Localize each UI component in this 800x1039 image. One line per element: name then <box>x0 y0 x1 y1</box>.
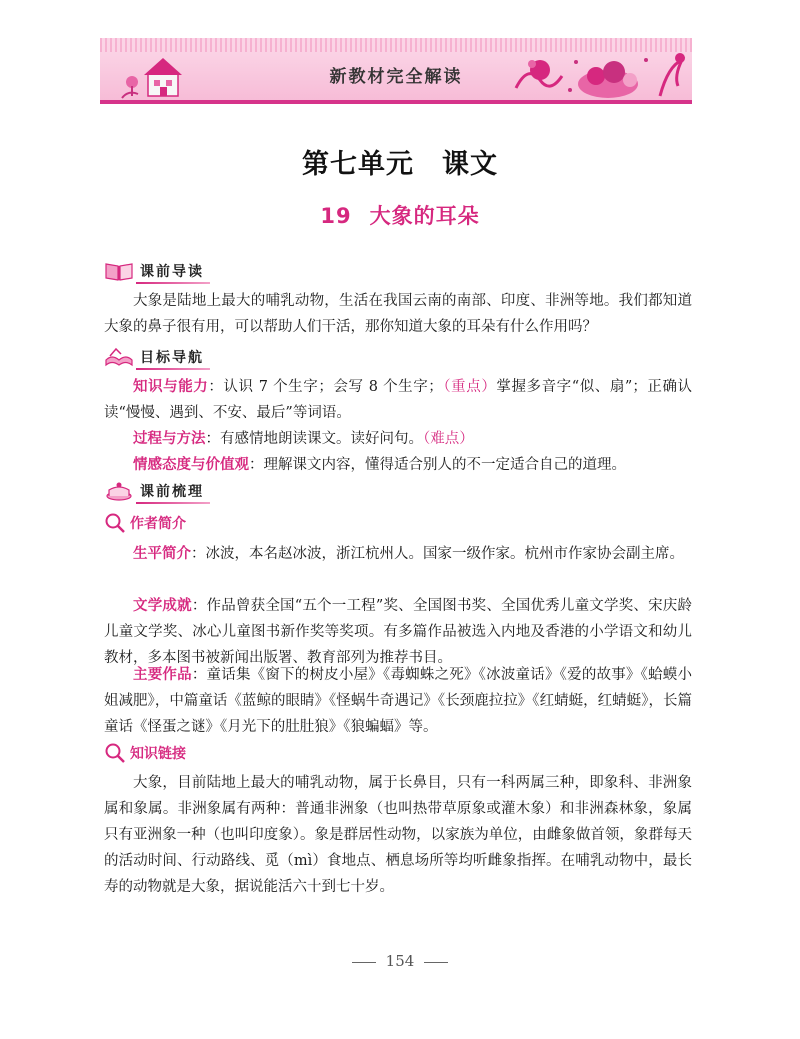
goal-emotion-label: 情感态度与价值观 <box>133 457 249 473</box>
page-number: 154 <box>385 952 415 970</box>
author-achievements-label: 文学成就 <box>133 598 192 614</box>
author-achievements <box>104 593 692 671</box>
goal-knowledge-text-2: 掌握多音字“似、扇”；正确认读“慢慢、遇到、不安、最后”等词语。 <box>104 379 693 421</box>
key-point-mark: （重点） <box>442 379 497 395</box>
header-banner <box>100 38 692 104</box>
author-works-text: ：童话集《窗下的树皮小屋》《毒蜘蛛之死》《冰波童话》《爱的故事》《蛤蟆小姐减肥》，中篇童话《蓝鲸的眼睛》《怪蜗牛奇遇记》《长颈鹿拉拉》《红蜻蜓，红蜻蜓》，长篇童话《怪蛋之谜》《月光下的肚肚狼》《狼蝙蝠》等。 <box>104 667 693 735</box>
cake-icon <box>104 480 134 502</box>
subheading-knowledge-link <box>104 742 186 764</box>
section-heading-label: 课前导读 <box>140 261 210 281</box>
flower-illustration-icon <box>510 46 690 100</box>
author-life-text: ：冰波，本名赵冰波，浙江杭州人。国家一级作家。杭州市作家协会副主席。 <box>191 546 684 562</box>
magnifier-icon <box>104 512 126 534</box>
section-heading-label: 课前梳理 <box>140 481 210 501</box>
lesson-title <box>0 200 800 230</box>
footer-dash-left <box>352 962 376 963</box>
goal-process-text: ：有感情地朗读课文。读好问句。 <box>205 431 423 447</box>
section-heading-goals <box>104 344 210 370</box>
section-heading-label: 目标导航 <box>140 347 210 367</box>
difficult-point-mark: （难点） <box>423 431 474 447</box>
goal-process <box>104 426 692 452</box>
page-footer <box>0 952 800 970</box>
knowledge-link-paragraph: 大象，目前陆地上最大的哺乳动物，属于长鼻目，只有一科两属三种，即象科、非洲象属和象属。非洲象属有两种：普通非洲象（也叫热带草原象或灌木象）和非洲森林象，象属只有亚洲象一种（也叫印度象）。象是群居性动物，以家族为单位，由雌象做首领，象群每天的活动时间、行动路线、觅（mì）食地点、栖息场所等均听雌象指挥。在哺乳动物中，最长寿的动物就是大象，据说能活六十到七十岁。 <box>104 775 692 895</box>
author-life-label: 生平简介 <box>133 546 191 562</box>
unit-title: 第七单元 课文 <box>302 149 498 180</box>
section-heading-review <box>104 478 210 504</box>
goal-knowledge-text-1: ：认识 7 个生字；会写 8 个生字； <box>208 379 443 395</box>
subheading-label: 作者简介 <box>130 516 186 532</box>
goal-emotion-text: ：理解课文内容，懂得适合别人的不一定适合自己的道理。 <box>249 457 626 473</box>
book-icon <box>104 260 134 282</box>
preview-paragraph: 大象是陆地上最大的哺乳动物，生活在我国云南的南部、印度、非洲等地。我们都知道大象的鼻子很有用，可以帮助人们干活，那你知道大象的耳朵有什么作用吗？ <box>104 293 692 335</box>
lesson-number: 19 <box>320 204 352 228</box>
subheading-label: 知识链接 <box>130 746 186 762</box>
banner-title: 新教材完全解读 <box>329 67 463 87</box>
open-book-icon <box>104 346 134 368</box>
footer-dash-right <box>424 962 448 963</box>
goal-knowledge-label: 知识与能力 <box>133 379 209 395</box>
lesson-name: 大象的耳朵 <box>369 204 480 228</box>
goal-emotion <box>104 452 692 478</box>
author-works-label: 主要作品 <box>133 667 192 683</box>
section-heading-preview <box>104 258 210 284</box>
subheading-author <box>104 512 186 534</box>
author-works <box>104 662 692 740</box>
author-achievements-text: ：作品曾获全国“五个一工程”奖、全国图书奖、全国优秀儿童文学奖、宋庆龄儿童文学奖、冰心儿童图书新作奖等奖项。有多篇作品被选入内地及香港的小学语文和幼儿教材，多本图书被新闻出版署、教育部列为推荐书目。 <box>104 598 692 666</box>
goal-knowledge <box>104 374 692 426</box>
magnifier-icon <box>104 742 126 764</box>
goal-process-label: 过程与方法 <box>133 431 206 447</box>
author-life <box>104 541 692 567</box>
